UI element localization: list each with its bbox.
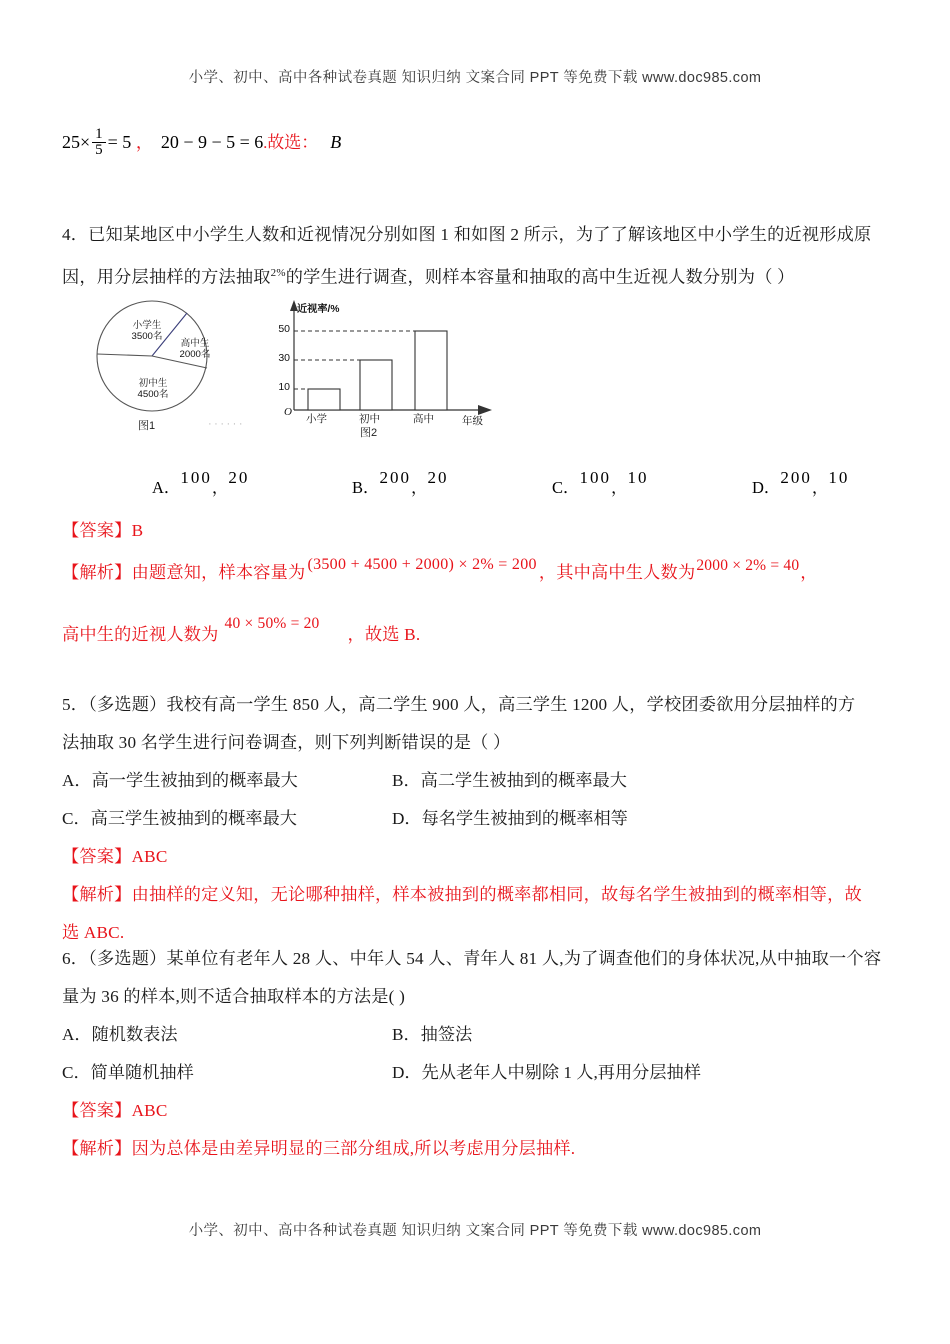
question-6-option-a[interactable] bbox=[62, 1016, 392, 1054]
analysis-equation-1: (3500 + 4500 + 2000) × 2% = 200 bbox=[307, 556, 537, 573]
option-c[interactable] bbox=[552, 468, 649, 498]
page-footer: 小学、初中、高中各种试卷真题 知识归纳 文案合同 PPT 等免费下载 www.doc985.com bbox=[188, 1223, 762, 1239]
q5-option-c-label: C． bbox=[62, 809, 91, 828]
pie-label-junior bbox=[120, 378, 186, 401]
answer-value-q4: B bbox=[131, 521, 144, 540]
q6-option-a-text: 随机数表法 bbox=[91, 1025, 178, 1044]
analysis-text-b: ，其中高中生人数为 bbox=[538, 563, 696, 582]
question-4-analysis-line-2 bbox=[62, 615, 888, 653]
q5-option-b-label: B． bbox=[392, 771, 421, 790]
analysis-equation-3: 40 × 50% = 20 bbox=[224, 615, 320, 632]
question-6-answer bbox=[62, 1092, 888, 1130]
question-6-analysis-line-1 bbox=[62, 1130, 888, 1168]
option-d[interactable] bbox=[752, 468, 850, 498]
analysis-label-q4: 【解析】 bbox=[62, 563, 132, 582]
y-tick-50: 50 bbox=[278, 323, 290, 335]
pie-label-senior-name: 高中生 bbox=[180, 338, 210, 349]
analysis-text-d: 高中生的近视人数为 bbox=[62, 625, 219, 644]
option-b-value-2: 20 bbox=[427, 468, 449, 487]
question-4-percent: 2% bbox=[270, 267, 286, 279]
question-4-text-b: 的学生进行调查，则样本容量和抽取的高中生近视人数分别为（ ） bbox=[285, 267, 795, 287]
q5-option-a-label: A． bbox=[62, 771, 92, 790]
pie-label-senior bbox=[164, 338, 226, 361]
analysis-text-q6-a: 因为总体是由差异明显的三部分组成,所以考虑用分层抽样. bbox=[131, 1139, 576, 1158]
question-4-answer bbox=[62, 512, 888, 550]
option-a-comma: ， bbox=[211, 478, 229, 497]
fraction-denominator: 5 bbox=[92, 142, 106, 158]
option-a-value-2: 20 bbox=[228, 468, 250, 487]
q6-option-b-label: B． bbox=[392, 1025, 421, 1044]
option-b-comma: ， bbox=[411, 478, 428, 497]
bar-junior bbox=[360, 360, 392, 410]
question-6-line-1: 6．（多选题）某单位有老年人 28 人、中年人 54 人、青年人 81 人,为了调查他们的身体状况,从中抽取一个容 bbox=[62, 949, 882, 968]
option-c-label: C． bbox=[552, 478, 580, 497]
q5-option-d-text: 每名学生被抽到的概率相等 bbox=[421, 809, 628, 828]
separator-comma: ， bbox=[135, 133, 153, 152]
q6-option-d-label: D． bbox=[392, 1063, 422, 1082]
figure-1-caption: 图1 bbox=[138, 420, 156, 432]
option-a[interactable] bbox=[152, 468, 250, 498]
x-axis-label: 年级 bbox=[462, 415, 483, 427]
figures-row bbox=[62, 296, 888, 446]
answer-label-q5: 【答案】 bbox=[62, 847, 132, 866]
analysis-text-c: ， bbox=[800, 563, 818, 582]
question-6-line-2: 量为 36 的样本,则不适合抽取样本的方法是( ) bbox=[62, 987, 406, 1006]
bar-senior bbox=[415, 331, 447, 410]
question-5-option-d[interactable] bbox=[392, 800, 888, 838]
question-6-options-row-2 bbox=[62, 1054, 888, 1092]
question-5-options-row-2 bbox=[62, 800, 888, 838]
q5-option-a-text: 高一学生被抽到的概率最大 bbox=[91, 771, 298, 790]
option-d-value-2: 10 bbox=[828, 468, 850, 487]
pie-label-primary-value: 3500名 bbox=[131, 331, 163, 343]
q5-option-d-label: D． bbox=[392, 809, 422, 828]
top-expression bbox=[62, 126, 136, 159]
option-d-label: D． bbox=[752, 478, 781, 497]
option-c-comma: ， bbox=[611, 478, 628, 497]
q5-option-b-text: 高二学生被抽到的概率最大 bbox=[420, 771, 627, 790]
question-5-line-2: 法抽取 30 名学生进行问卷调查，则下列判断错误的是（ ） bbox=[62, 733, 511, 752]
option-b-label: B． bbox=[352, 478, 380, 497]
question-4-options bbox=[124, 452, 950, 498]
question-5-line-1: 5．（多选题）我校有高一学生 850 人，高二学生 900 人，高三学生 1200 人，学校团委欲用分层抽样的方 bbox=[62, 695, 856, 714]
question-4-line-1: 4．已知某地区中小学生人数和近视情况分别如图 1 和如图 2 所示，为了了解该地区中小学生的近视形成原 bbox=[62, 225, 872, 244]
question-5-answer bbox=[62, 838, 888, 876]
bar-chart-figure-2 bbox=[260, 294, 520, 446]
option-b-value-1: 200 bbox=[379, 468, 412, 487]
x-tick-primary: 小学 bbox=[306, 413, 327, 425]
question-4-line-2 bbox=[62, 254, 888, 297]
option-d-comma: ， bbox=[811, 478, 829, 497]
question-5-option-c[interactable] bbox=[62, 800, 392, 838]
question-5-option-a[interactable] bbox=[62, 762, 392, 800]
analysis-equation-2: 2000 × 2% = 40 bbox=[696, 557, 800, 574]
q6-option-c-text: 简单随机抽样 bbox=[90, 1063, 194, 1082]
option-a-label: A． bbox=[152, 478, 181, 497]
x-tick-senior: 高中 bbox=[413, 413, 434, 425]
period-mark: . bbox=[263, 135, 268, 152]
pie-label-senior-value: 2000名 bbox=[179, 349, 211, 361]
answer-label-q4: 【答案】 bbox=[62, 521, 132, 540]
question-5-analysis-line-1 bbox=[62, 876, 888, 914]
expr-coefficient: 25 bbox=[62, 132, 80, 152]
figure-2-caption: 图2 bbox=[360, 427, 378, 439]
subtraction-expression: 20 − 9 − 5 = 6 bbox=[160, 132, 264, 152]
option-c-value-1: 100 bbox=[579, 468, 612, 487]
option-d-value-1: 200 bbox=[780, 468, 812, 487]
answer-value-q6: ABC bbox=[131, 1101, 168, 1120]
pie-label-junior-name: 初中生 bbox=[138, 378, 168, 389]
pie-chart-figure-1 bbox=[90, 296, 250, 446]
question-6-option-c[interactable] bbox=[62, 1054, 392, 1092]
analysis-text-e: ，故选 B. bbox=[347, 625, 421, 644]
expr-equals-five: = 5 bbox=[107, 132, 132, 152]
origin-label: O bbox=[284, 406, 292, 418]
y-tick-30: 30 bbox=[278, 352, 290, 364]
fraction-numerator: 1 bbox=[95, 126, 103, 143]
x-tick-junior: 初中 bbox=[359, 413, 380, 425]
question-5-option-b[interactable] bbox=[392, 762, 888, 800]
choose-label: 故选： bbox=[267, 133, 319, 152]
pie-label-junior-value: 4500名 bbox=[137, 389, 169, 401]
decorative-dots: ······ bbox=[208, 418, 245, 430]
option-c-value-2: 10 bbox=[627, 468, 649, 487]
question-6-options-row-1 bbox=[62, 1016, 888, 1054]
top-solution-line bbox=[62, 128, 888, 159]
analysis-label-q6: 【解析】 bbox=[62, 1139, 132, 1158]
analysis-text-a: 由题意知，样本容量为 bbox=[131, 563, 306, 582]
question-6-option-b[interactable] bbox=[392, 1016, 888, 1054]
bar-primary bbox=[308, 389, 340, 410]
fraction-one-fifth bbox=[92, 127, 106, 158]
analysis-text-q5-a: 由抽样的定义知，无论哪种抽样，样本被抽到的概率都相同，故每名学生被抽到的概率相等，故 bbox=[131, 885, 862, 904]
multiply-sign: × bbox=[80, 132, 91, 152]
question-5-options-row-1 bbox=[62, 762, 888, 800]
page-header: 小学、初中、高中各种试卷真题 知识归纳 文案合同 PPT 等免费下载 www.doc985.com bbox=[188, 70, 762, 86]
pie-label-primary-name: 小学生 bbox=[132, 320, 162, 331]
option-a-value-1: 100 bbox=[180, 468, 212, 487]
q6-option-a-label: A． bbox=[62, 1025, 92, 1044]
question-6-option-d[interactable] bbox=[392, 1054, 888, 1092]
q6-option-d-text: 先从老年人中剔除 1 人,再用分层抽样 bbox=[421, 1063, 701, 1082]
question-5-analysis-line-2: 选 ABC. bbox=[62, 923, 125, 942]
question-4-analysis-line-1 bbox=[62, 556, 888, 591]
y-axis-label: 近视率/% bbox=[297, 304, 340, 315]
answer-value-q5: ABC bbox=[131, 847, 168, 866]
q5-option-c-text: 高三学生被抽到的概率最大 bbox=[90, 809, 297, 828]
option-b[interactable] bbox=[352, 468, 449, 498]
q6-option-c-label: C． bbox=[62, 1063, 91, 1082]
choose-value: B bbox=[330, 132, 342, 152]
answer-label-q6: 【答案】 bbox=[62, 1101, 132, 1120]
question-4-text-a: 因，用分层抽样的方法抽取 bbox=[62, 267, 271, 287]
q6-option-b-text: 抽签法 bbox=[420, 1025, 473, 1044]
analysis-label-q5: 【解析】 bbox=[62, 885, 132, 904]
y-tick-10: 10 bbox=[278, 381, 290, 393]
